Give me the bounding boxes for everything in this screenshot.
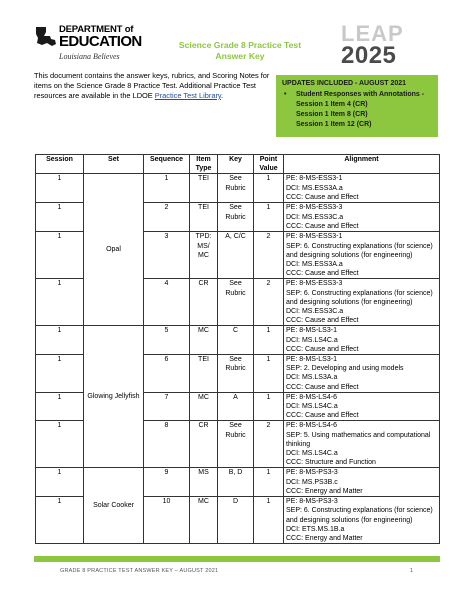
header-sequence: Sequence — [144, 155, 190, 174]
footer-label: GRADE 8 PRACTICE TEST ANSWER KEY – AUGUST 2021 — [60, 568, 219, 574]
sequence-cell: 6 — [144, 355, 190, 393]
item-type-cell: CR — [190, 279, 218, 326]
alignment-cell — [284, 232, 440, 279]
alignment-line: PE: 8-MS-PS3-3 — [286, 469, 338, 477]
alignment-line: DCI: MS.LS4C.a — [286, 403, 338, 411]
header-item-type: Item Type — [190, 155, 218, 174]
sequence-cell: 2 — [144, 203, 190, 232]
item-type-cell: MC — [190, 497, 218, 544]
set-cell: Opal — [84, 174, 144, 326]
alignment-line: CCC: Energy and Matter — [286, 487, 363, 495]
alignment-line: DCI: MS.ESS3C.a — [286, 308, 344, 316]
sequence-cell: 5 — [144, 326, 190, 355]
practice-test-library-link[interactable]: Practice Test Library — [154, 91, 222, 100]
key-cell: See Rubric — [218, 355, 254, 393]
set-cell: Solar Cooker — [84, 468, 144, 544]
sequence-cell: 1 — [144, 174, 190, 203]
alignment-cell — [284, 355, 440, 393]
alignment-cell — [284, 279, 440, 326]
updates-line: Session 1 Item 8 (CR) — [296, 111, 368, 118]
item-type-cell: TPD: MS/ MC — [190, 232, 218, 279]
header-session: Session — [36, 155, 84, 174]
item-type-cell: TEI — [190, 203, 218, 232]
org-line2: EDUCATION — [59, 33, 142, 50]
point-cell: 1 — [254, 326, 284, 355]
sequence-cell: 8 — [144, 421, 190, 468]
key-cell: B, D — [218, 468, 254, 497]
sequence-cell: 10 — [144, 497, 190, 544]
item-type-cell: TEI — [190, 355, 218, 393]
alignment-cell — [284, 468, 440, 497]
alignment-line: CCC: Cause and Effect — [286, 270, 359, 278]
key-cell: See Rubric — [218, 203, 254, 232]
alignment-line: PE: 8-MS-ESS3-1 — [286, 233, 343, 241]
org-line1: DEPARTMENT of — [59, 24, 134, 35]
alignment-line: PE: 8-MS-LS4-6 — [286, 422, 337, 430]
intro-text: This document contains the answer keys, rubrics, and Scoring Notes for items on the Science Grade 8 Practice Test. Additional Practice Test resources are available in the LDOE — [34, 71, 270, 100]
item-type-cell: MC — [190, 392, 218, 421]
alignment-line: CCC: Energy and Matter — [286, 534, 363, 542]
intro-suffix: . — [221, 91, 224, 100]
alignment-line: PE: 8-MS-PS3-3 — [286, 498, 338, 506]
alignment-line: PE: 8-MS-ESS3-3 — [286, 204, 343, 212]
point-cell: 2 — [254, 232, 284, 279]
alignment-line: SEP: 6. Constructing explanations (for science) and designing solutions (for engineering) — [286, 242, 433, 259]
alignment-line: CCC: Cause and Effect — [286, 317, 359, 325]
session-cell: 1 — [36, 421, 84, 468]
table-row — [36, 174, 440, 203]
key-cell: See Rubric — [218, 421, 254, 468]
session-cell: 1 — [36, 203, 84, 232]
alignment-line: PE: 8-MS-LS3-1 — [286, 327, 337, 335]
item-type-cell: MS — [190, 468, 218, 497]
updates-box — [276, 75, 438, 137]
footer-accent-bar — [34, 556, 440, 562]
item-type-cell: CR — [190, 421, 218, 468]
alignment-cell — [284, 392, 440, 421]
intro-paragraph — [34, 71, 272, 101]
point-cell: 1 — [254, 174, 284, 203]
updates-lead: Student Responses with Annotations - — [296, 91, 425, 98]
key-cell: A — [218, 392, 254, 421]
louisiana-state-icon — [34, 24, 58, 48]
point-cell: 1 — [254, 203, 284, 232]
table-header-row — [36, 155, 440, 174]
item-type-cell: MC — [190, 326, 218, 355]
header-alignment: Alignment — [284, 155, 440, 174]
table-row — [36, 326, 440, 355]
key-cell: C — [218, 326, 254, 355]
brand-year: 2025 — [341, 42, 397, 69]
header-point-value: Point Value — [254, 155, 284, 174]
point-cell: 1 — [254, 468, 284, 497]
header-set: Set — [84, 155, 144, 174]
ldoe-logo — [34, 22, 144, 64]
alignment-line: PE: 8-MS-ESS3-1 — [286, 175, 343, 183]
subtitle-line: Answer Key — [215, 51, 265, 61]
session-cell: 1 — [36, 174, 84, 203]
title-line: Science Grade 8 Practice Test — [178, 40, 302, 50]
session-cell: 1 — [36, 392, 84, 421]
alignment-line: DCI: ETS.MS.1B.a — [286, 525, 345, 533]
alignment-cell — [284, 421, 440, 468]
key-cell: A, C/C — [218, 232, 254, 279]
key-cell: See Rubric — [218, 174, 254, 203]
updates-line: Session 1 Item 12 (CR) — [296, 121, 372, 128]
alignment-line: PE: 8-MS-LS4-6 — [286, 393, 337, 401]
alignment-line: SEP: 2. Developing and using models — [286, 365, 404, 373]
alignment-line: DCI: MS.LS3A.a — [286, 374, 338, 382]
tagline: Louisiana Believes — [59, 52, 120, 61]
alignment-line: CCC: Cause and Effect — [286, 193, 359, 201]
sequence-cell: 4 — [144, 279, 190, 326]
session-cell: 1 — [36, 497, 84, 544]
leap-logo — [341, 23, 441, 73]
item-type-cell: TEI — [190, 174, 218, 203]
point-cell: 1 — [254, 497, 284, 544]
point-cell: 1 — [254, 355, 284, 393]
sequence-cell: 3 — [144, 232, 190, 279]
alignment-line: DCI: MS.ESS3A.a — [286, 184, 343, 192]
answer-key-table — [35, 154, 440, 544]
alignment-line: CCC: Structure and Function — [286, 459, 376, 467]
alignment-line: CCC: Cause and Effect — [286, 383, 359, 391]
alignment-line: CCC: Cause and Effect — [286, 222, 359, 230]
alignment-cell — [284, 497, 440, 544]
session-cell: 1 — [36, 355, 84, 393]
alignment-line: DCI: MS.LS4C.a — [286, 450, 338, 458]
header-key: Key — [218, 155, 254, 174]
alignment-line: CCC: Cause and Effect — [286, 345, 359, 353]
bullet-icon: • — [284, 91, 287, 98]
table-row — [36, 468, 440, 497]
updates-heading: UPDATES INCLUDED - AUGUST 2021 — [282, 80, 407, 87]
set-cell: Glowing Jellyfish — [84, 326, 144, 468]
session-cell: 1 — [36, 326, 84, 355]
sequence-cell: 9 — [144, 468, 190, 497]
point-cell: 2 — [254, 279, 284, 326]
alignment-line: DCI: MS.LS4C.a — [286, 336, 338, 344]
alignment-line: PE: 8-MS-LS3-1 — [286, 356, 337, 364]
alignment-cell — [284, 203, 440, 232]
updates-line: Session 1 Item 4 (CR) — [296, 101, 368, 108]
alignment-line: CCC: Cause and Effect — [286, 412, 359, 420]
brand-word: LEAP — [341, 21, 404, 46]
session-cell: 1 — [36, 232, 84, 279]
point-cell: 1 — [254, 392, 284, 421]
point-cell: 2 — [254, 421, 284, 468]
session-cell: 1 — [36, 468, 84, 497]
alignment-line: DCI: MS.ESS3C.a — [286, 213, 344, 221]
alignment-cell — [284, 326, 440, 355]
alignment-line: SEP: 6. Constructing explanations (for science) and designing solutions (for engineering) — [286, 507, 433, 524]
page-number: 1 — [410, 568, 414, 574]
alignment-line: DCI: MS.ESS3A.a — [286, 261, 343, 269]
alignment-line: PE: 8-MS-ESS3-3 — [286, 280, 343, 288]
alignment-line: DCI: MS.PS3B.c — [286, 478, 338, 486]
session-cell: 1 — [36, 279, 84, 326]
alignment-line: SEP: 6. Constructing explanations (for science) and designing solutions (for engineering) — [286, 289, 433, 306]
alignment-line: SEP: 5. Using mathematics and computational thinking — [286, 431, 431, 448]
sequence-cell: 7 — [144, 392, 190, 421]
key-cell: D — [218, 497, 254, 544]
alignment-cell — [284, 174, 440, 203]
key-cell: See Rubric — [218, 279, 254, 326]
